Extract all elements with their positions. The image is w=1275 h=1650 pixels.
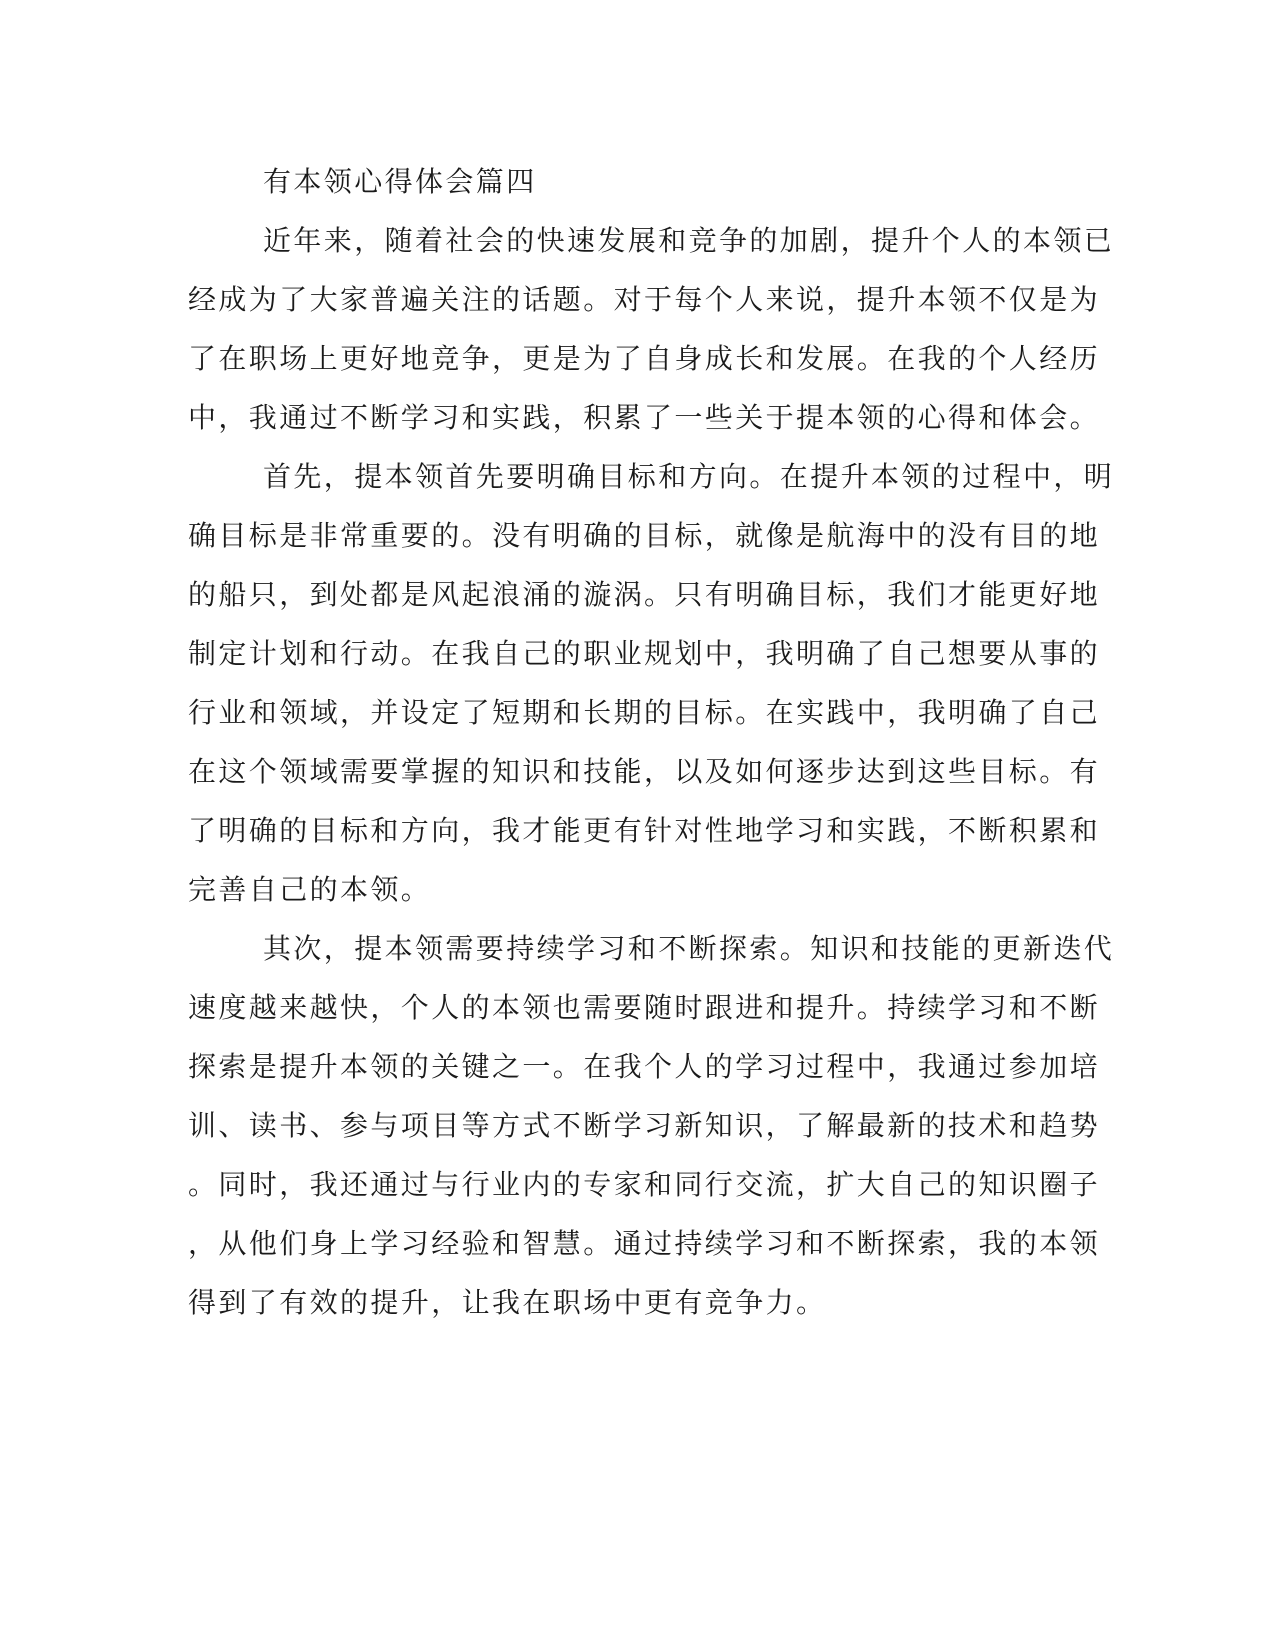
paragraph-line: 其次，提本领需要持续学习和不断探索。知识和技能的更新迭代 [263, 932, 1115, 965]
paragraph-line: 探索是提升本领的关键之一。在我个人的学习过程中，我通过参加培 [188, 1050, 1101, 1083]
paragraph-line: 训、读书、参与项目等方式不断学习新知识，了解最新的技术和趋势 [188, 1109, 1101, 1142]
paragraph-line: ，从他们身上学习经验和智慧。通过持续学习和不断探索，我的本领 [188, 1227, 1101, 1260]
paragraph-line: 中，我通过不断学习和实践，积累了一些关于提本领的心得和体会。 [188, 401, 1101, 434]
paragraph-line: 制定计划和行动。在我自己的职业规划中，我明确了自己想要从事的 [188, 637, 1101, 670]
paragraph-line: 了明确的目标和方向，我才能更有针对性地学习和实践，不断积累和 [188, 814, 1101, 847]
paragraph-line: 。同时，我还通过与行业内的专家和同行交流，扩大自己的知识圈子 [188, 1168, 1101, 1201]
paragraph-line: 完善自己的本领。 [188, 873, 432, 906]
document-title: 有本领心得体会篇四 [263, 165, 537, 198]
paragraph-line: 近年来，随着社会的快速发展和竞争的加剧，提升个人的本领已 [263, 224, 1115, 257]
paragraph-line: 了在职场上更好地竞争，更是为了自身成长和发展。在我的个人经历 [188, 342, 1101, 375]
paragraph-line: 的船只，到处都是风起浪涌的漩涡。只有明确目标，我们才能更好地 [188, 578, 1101, 611]
paragraph-line: 首先，提本领首先要明确目标和方向。在提升本领的过程中，明 [263, 460, 1115, 493]
paragraph-line: 行业和领域，并设定了短期和长期的目标。在实践中，我明确了自己 [188, 696, 1101, 729]
paragraph-line: 在这个领域需要掌握的知识和技能，以及如何逐步达到这些目标。有 [188, 755, 1101, 788]
paragraph-line: 确目标是非常重要的。没有明确的目标，就像是航海中的没有目的地 [188, 519, 1101, 552]
paragraph-line: 速度越来越快，个人的本领也需要随时跟进和提升。持续学习和不断 [188, 991, 1101, 1024]
paragraph-line: 经成为了大家普遍关注的话题。对于每个人来说，提升本领不仅是为 [188, 283, 1101, 316]
paragraph-line: 得到了有效的提升，让我在职场中更有竞争力。 [188, 1286, 827, 1319]
